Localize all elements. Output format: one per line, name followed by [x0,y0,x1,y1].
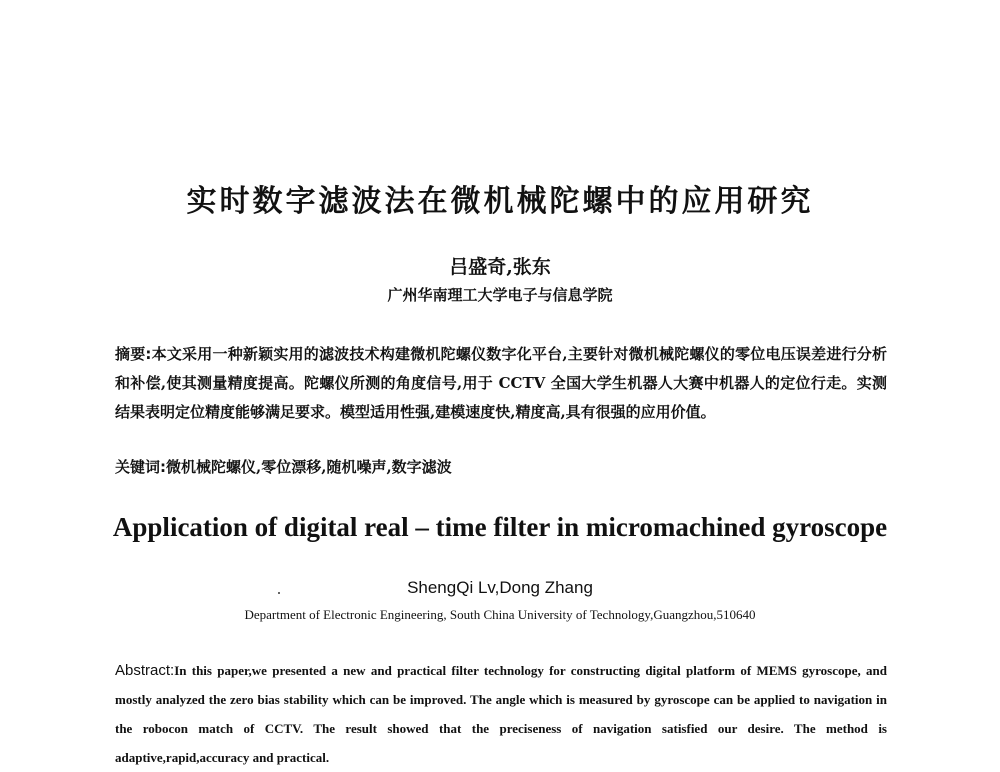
english-title: Application of digital real – time filter in micromachined gyroscope [112,512,888,542]
chinese-title: 实时数字滤波法在微机械陀螺中的应用研究 [186,184,814,219]
english-authors: ShengQi Lv,Dong Zhang [407,578,593,597]
chinese-keywords-label: 关键词: [115,458,166,476]
english-abstract-label: Abstract: [115,662,175,679]
chinese-abstract-label: 摘要: [115,345,152,363]
english-abstract-text: In this paper,we presented a new and practical filter technology for constructing digital platform of MEMS gyroscope, and mostly analyzed the zero bias stability which can be improved. The angle which is measured by gyroscope can be applied to navigation in the robocon match of CCTV. The result showed that the preciseness of navigation satisfied our desire. The method is adaptive,rapid,accuracy and practical. [115,663,887,765]
chinese-keywords-text: 微机械陀螺仪,零位漂移,随机噪声,数字滤波 [166,458,452,476]
english-abstract [115,656,887,772]
english-affiliation: Department of Electronic Engineering, South China University of Technology,Guangzhou,510640 [244,607,756,622]
chinese-abstract-text: 本文采用一种新颖实用的滤波技术构建微机陀螺仪数字化平台,主要针对微机械陀螺仪的零位电压误差进行分析和补偿,使其测量精度提高。陀螺仪所测的角度信号,用于 CCTV 全国大学生机器人大赛中机器人的定位行走。实测结果表明定位精度能够满足要求。模型适用性强,建模速度快,精度高,具有很强的应用价值。 [115,345,887,421]
chinese-abstract [115,340,887,427]
chinese-keywords [115,456,887,477]
chinese-affiliation: 广州华南理工大学电子与信息学院 [387,286,613,304]
chinese-authors: 吕盛奇,张东 [449,256,551,278]
